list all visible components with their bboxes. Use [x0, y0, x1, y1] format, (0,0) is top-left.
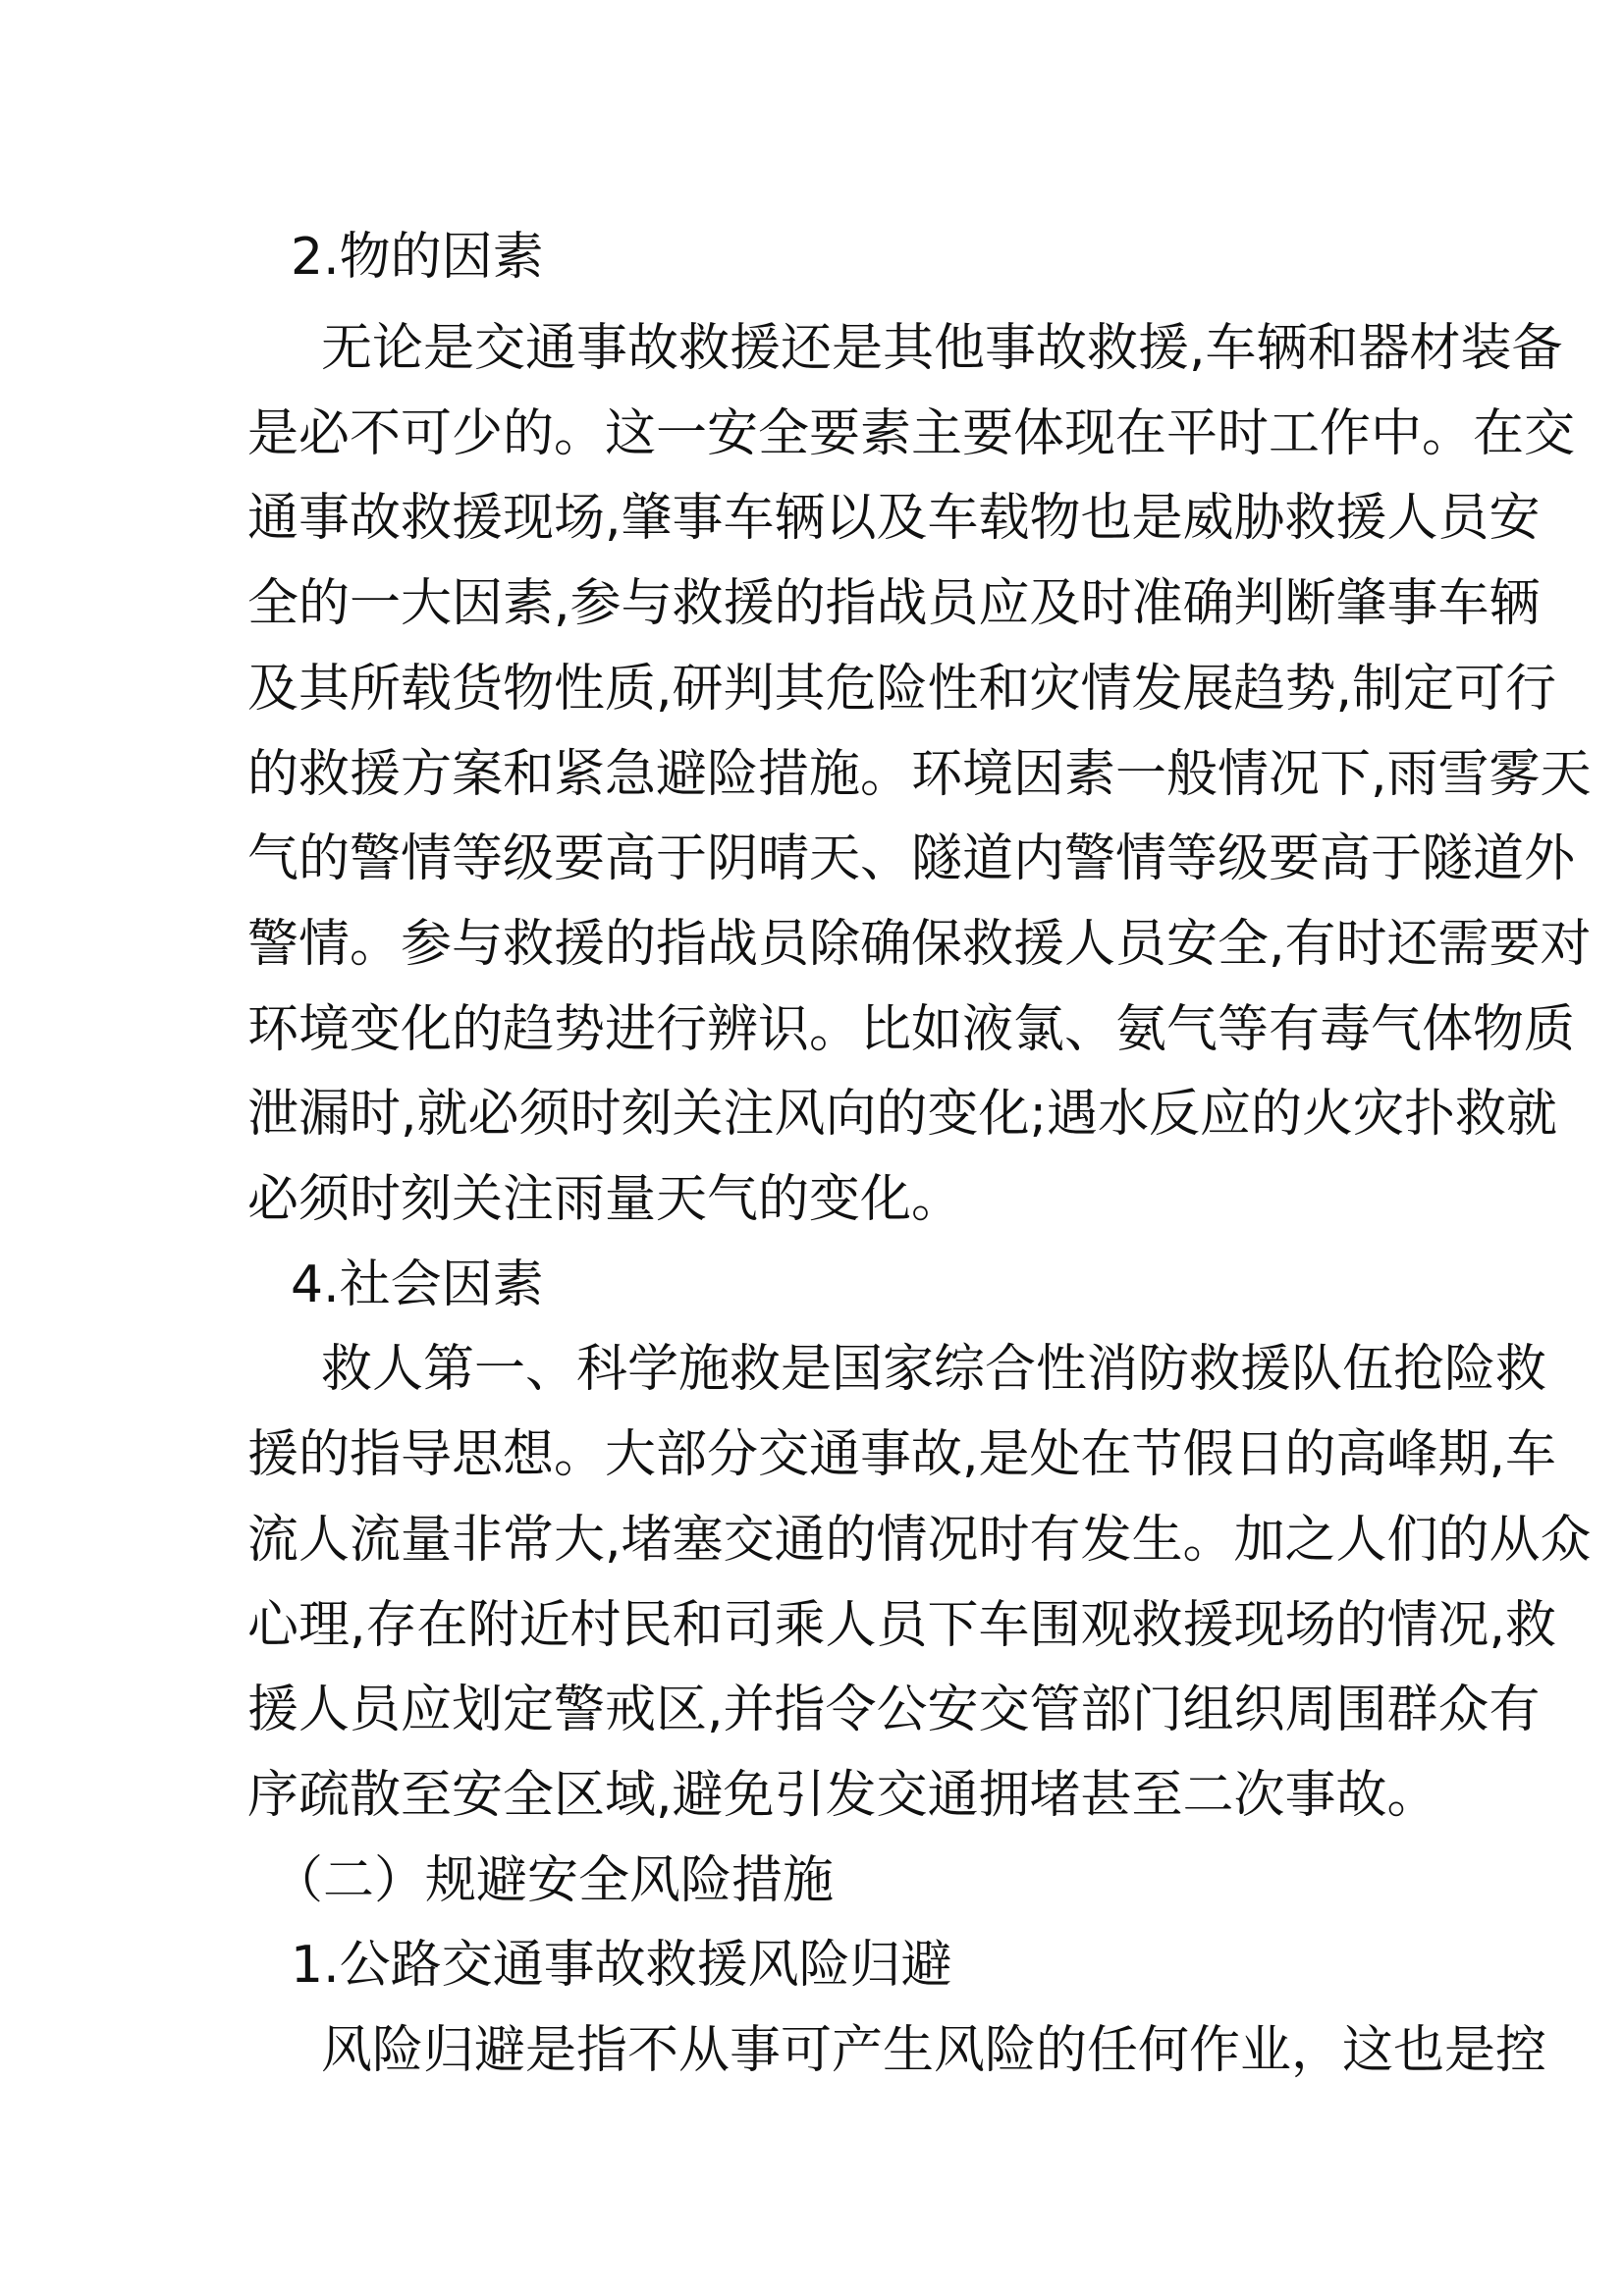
paragraph-line: 援人员应划定警戒区,并指令公安交管部门组织周围群众有	[247, 1681, 1541, 1740]
paragraph-line: 风险归避是指不从事可产生风险的任何作业，这也是控	[321, 2021, 1547, 2080]
paragraph-line: 是必不可少的。这一安全要素主要体现在平时工作中。在交	[247, 403, 1576, 463]
paragraph-line: 无论是交通事故救援还是其他事故救援,车辆和器材装备	[321, 319, 1563, 378]
paragraph-line: 通事故救援现场,肇事车辆以及车载物也是威胁救援人员安	[247, 489, 1541, 549]
paragraph-line: 序疏散至安全区域,避免引发交通拥堵甚至二次事故。	[247, 1765, 1438, 1825]
section-heading: 4.社会因素	[291, 1255, 544, 1314]
paragraph-line: 救人第一、科学施救是国家综合性消防救援队伍抢险救	[321, 1340, 1547, 1400]
paragraph-line: 必须时刻关注雨量天气的变化。	[247, 1170, 963, 1229]
paragraph-line: 警情。参与救援的指战员除确保救援人员安全,有时还需要对	[247, 914, 1592, 974]
paragraph-line: 泄漏时,就必须时刻关注风向的变化;遇水反应的火灾扑救就	[247, 1085, 1558, 1145]
paragraph-line: 心理,存在附近村民和司乘人员下车围观救援现场的情况,救	[247, 1595, 1557, 1655]
paragraph-line: 全的一大因素,参与救援的指战员应及时准确判断肇事车辆	[247, 574, 1541, 634]
paragraph-line: 及其所载货物性质,研判其危险性和灾情发展趋势,制定可行	[247, 659, 1557, 719]
paragraph-line: 环境变化的趋势进行辨识。比如液氯、氨气等有毒气体物质	[247, 999, 1576, 1059]
section-heading: 2.物的因素	[291, 228, 544, 287]
paragraph-line: 的救援方案和紧急避险措施。环境因素一般情况下,雨雪雾天	[247, 744, 1592, 804]
paragraph-line: 气的警情等级要高于阴晴天、隧道内警情等级要高于隧道外	[247, 829, 1576, 889]
section-heading: 1.公路交通事故救援风险归避	[291, 1936, 952, 1996]
paragraph-line: 流人流量非常大,堵塞交通的情况时有发生。加之人们的从众	[247, 1510, 1592, 1570]
paragraph-line: 援的指导思想。大部分交通事故,是处在节假日的高峰期,车	[247, 1425, 1557, 1485]
section-heading: （二）规避安全风险措施	[272, 1850, 835, 1910]
